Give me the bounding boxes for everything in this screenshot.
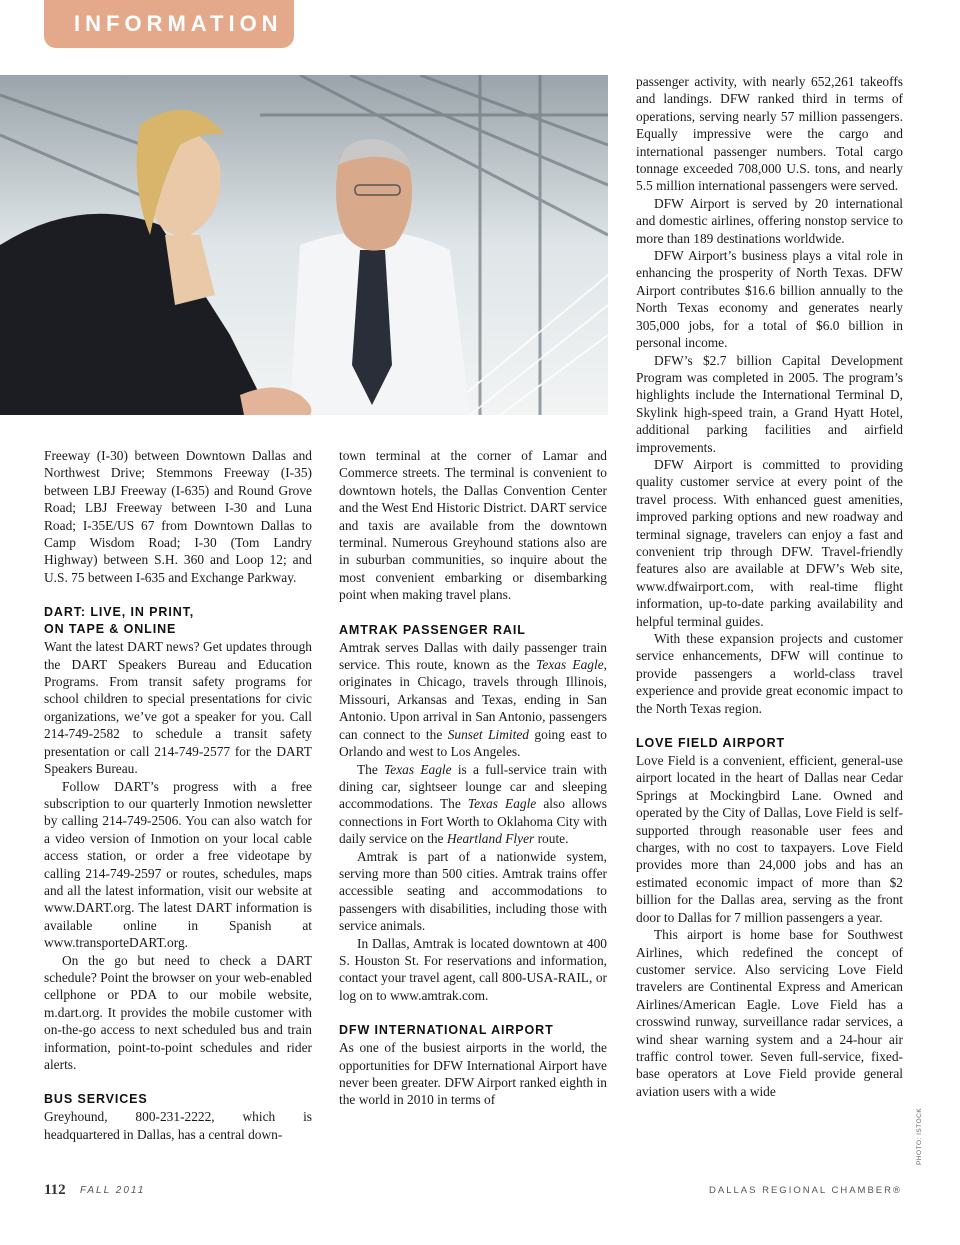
train-name: Heartland Flyer — [446, 831, 535, 847]
paragraph: Freeway (I-30) between Downtown Dallas and Northwest Drive; Stemmons Freeway (I-35) between LBJ Freeway (I-635) and Round Grove Road; LBJ Freeway between I-30 and Luna Road; I-35E/US 67 from Downtown Dallas to Camp Wisdom Road; I-30 (Tom Landry Highway) between S.H. 360 and Loop 12; and U.S. 75 between I-635 and Exchange Parkway. — [44, 448, 312, 585]
paragraph: In Dallas, Amtrak is located downtown at 400 S. Houston St. For reservations and information, contact your travel agent, call 800-USA-RAIL, or log on to www.amtrak.com. — [339, 935, 607, 1003]
paragraph — [339, 639, 607, 761]
section-label: INFORMATION — [74, 11, 283, 36]
train-name: Texas Eagle — [384, 761, 452, 777]
paragraph: passenger activity, with nearly 652,261 takeoffs and landings. DFW ranked third in terms of operations, serving nearly 57 million passengers. Equally impressive were the cargo and international passenger numbers. Total cargo tonnage exceeded 708,000 U.S. tons, and nearly 5.5 million international passengers were served. — [636, 74, 903, 194]
text: also allows connections in Fort Worth to Oklahoma City with daily service on the — [339, 796, 608, 847]
text: route. — [534, 831, 569, 847]
handshake-illustration — [0, 75, 608, 415]
train-name: Texas Eagle — [467, 796, 537, 812]
column-3 — [636, 73, 903, 1100]
text: The — [357, 761, 385, 777]
text: Amtrak serves Dallas with daily passenger train service. This route, known as the — [339, 639, 607, 673]
section-tab — [44, 0, 294, 48]
paragraph: DFW’s $2.7 billion Capital Development Program was completed in 2005. The program’s highlights include the International Terminal D, Skylink high-speed train, a Grand Hyatt Hotel, additional parking facilities and airfield improvements. — [636, 352, 903, 455]
paragraph: As one of the busiest airports in the world, the opportunities for DFW International Airport have never been greater. DFW Airport ranked eighth in the world in 2010 in terms of — [339, 1040, 607, 1108]
train-name: Sunset Limited — [447, 726, 529, 742]
paragraph — [339, 761, 607, 848]
text: , originates in Chicago, travels through Illinois, Missouri, Arkansas and Texas, ending in San Antonio. Upon arrival in San Antonio, passengers can connect to the — [339, 657, 607, 742]
paragraph: DFW Airport is served by 20 international and domestic airlines, offering nonstop service to more than 189 destinations worldwide. — [636, 195, 903, 246]
heading-dart — [44, 604, 312, 638]
heading-dart-line-2: ON TAPE & ONLINE — [44, 622, 177, 637]
paragraph: town terminal at the corner of Lamar and Commerce streets. The terminal is convenient to downtown hotels, the Dallas Convention Center and the West End Historic District. DART service and taxis are available from the downtown terminal. Numerous Greyhound stations also are in suburban communities, so inquire about the most convenient embarking or disembarking point when making travel plans. — [339, 448, 607, 603]
paragraph: On the go but need to check a DART schedule? Point the browser on your web-enabled cellphone or PDA to our mobile website, m.dart.org. It provides the mobile customer with on-the-go access to next scheduled bus and train information, point-to-point schedules and rider alerts. — [44, 952, 312, 1072]
paragraph: Follow DART’s progress with a free subscription to our quarterly Inmotion newsletter by calling 214-749-2506. You can also watch for a video version of Inmotion on your local cable access station, or order a free videotape by calling 214-749-2597 or routes, schedules, maps and all the latest information, visit our website at www.DART.org. The latest DART information is available online in Spanish at www.transporteDART.org. — [44, 778, 312, 951]
heading-dart-line-1: DART: LIVE, IN PRINT, — [44, 605, 195, 620]
text: going east to Orlando and west to Los Angeles. — [339, 726, 608, 760]
heading-amtrak: AMTRAK PASSENGER RAIL — [339, 622, 526, 637]
page-number: 112 — [44, 1182, 66, 1198]
paragraph: Love Field is a convenient, efficient, general-use airport located in the heart of Dallas near Cedar Springs at Mockingbird Lane. Owned and operated by the City of Dallas, Love Field is self-supported through reasonable user fees and charges, with no cost to taxpayers. Love Field provides more than 24,000 jobs and has an estimated economic impact of more than $2 billion for the Dallas area, serving as the front door to Dallas for 7 million passengers a year. — [636, 753, 903, 925]
text: is a full-service train with dining car, sightseer lounge car and sleeping accommodations. The — [339, 761, 608, 812]
train-name: Texas Eagle — [536, 657, 604, 673]
column-1 — [44, 447, 312, 1143]
photo-credit: PHOTO: ISTOCK — [916, 1107, 923, 1165]
column-2 — [339, 447, 607, 1109]
handshake-photo — [0, 75, 608, 415]
publication-name: DALLAS REGIONAL CHAMBER® — [709, 1185, 902, 1196]
paragraph: DFW Airport’s business plays a vital role in enhancing the prosperity of North Texas. DFW Airport contributes $16.6 billion annually to the North Texas economy and generates nearly 305,000 jobs, for a total of $6.0 billion in personal income. — [636, 248, 903, 351]
paragraph: This airport is home base for Southwest Airlines, which redefined the concept of customer service. Also servicing Love Field travelers are Continental Express and American Airlines/American Eagle. Love Field has a crosswind runway, surveillance radar services, a wind shear warning system and a 24-hour air traffic control tower. Seven full-service, fixed-base operators at Love Field provide general aviation users with a wide — [636, 927, 903, 1099]
paragraph: Greyhound, 800-231-2222, which is headquartered in Dallas, has a central down- — [44, 1109, 312, 1142]
paragraph: Amtrak is part of a nationwide system, serving more than 500 cities. Amtrak trains offer accessible seating and accommodations to passengers with disabilities, including those with service animals. — [339, 848, 607, 934]
paragraph: Want the latest DART news? Get updates through the DART Speakers Bureau and Education Programs. From transit safety programs for school children to special presentations for civic organizations, we’ve got a speaker for you. Call 214-749-2582 to schedule a transit safety presentation or call 214-749-2577 for the DART Speakers Bureau. — [44, 639, 312, 777]
paragraph: With these expansion projects and customer service enhancements, DFW will continue to provide passengers a world-class travel experience and provide great economic impact to the North Texas region. — [636, 631, 903, 716]
heading-bus-services: BUS SERVICES — [44, 1092, 148, 1107]
paragraph: DFW Airport is committed to providing quality customer service at every point of the travel process. With enhanced guest amenities, improved parking options and new roadway and terminal signage, travelers can enjoy a fast and convenient trip through DFW. Travel-friendly features also are available at DFW’s Web site, www.dfwairport.com, with real-time flight information, up-to-date parking availability and helpful terminal guides. — [636, 456, 903, 629]
heading-love-field: LOVE FIELD AIRPORT — [636, 736, 786, 751]
heading-dfw: DFW INTERNATIONAL AIRPORT — [339, 1023, 554, 1038]
issue-label: FALL 2011 — [80, 1185, 146, 1196]
